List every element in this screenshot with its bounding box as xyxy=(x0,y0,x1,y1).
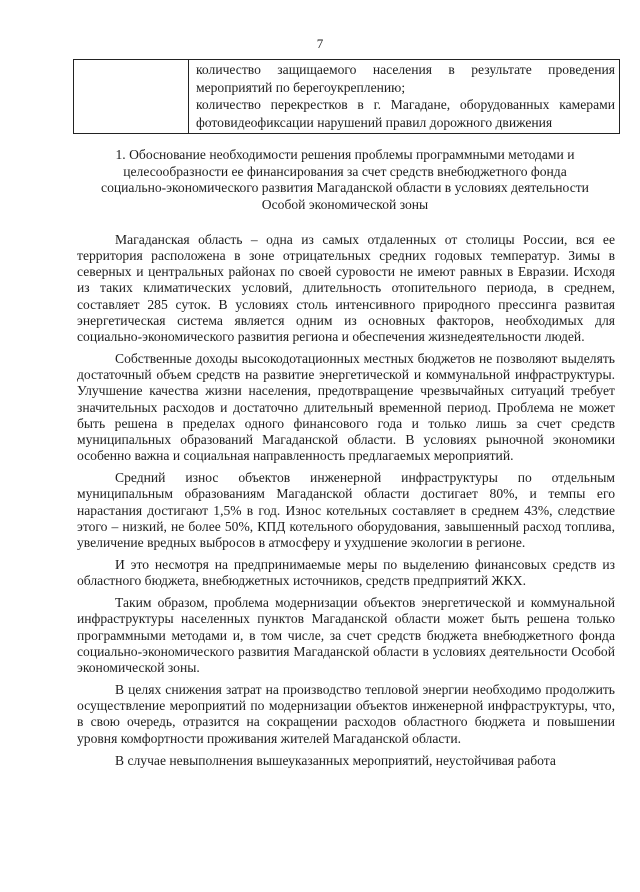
body-paragraph: Собственные доходы высокодотационных местных бюджетов не позволяют выделять достаточный объем средств на развитие энергетической и коммунальной инфраструктуры. Улучшение качества жизни населения, предотвращение чрезвычайных ситуаций требует значительных расходов и достаточно длительный временной период. Проблема не может быть решена в пределах одного финансового года и только лишь за счет средств муниципальных образований Магаданской области. В условиях рыночной экономики особенно важна и социальная направленность предлагаемых мероприятий. xyxy=(77,351,615,464)
table-cell-indicators xyxy=(189,60,620,134)
body-paragraph: Магаданская область – одна из самых отдаленных от столицы России, вся ее территория расположена в зоне отрицательных средних годовых температур. Зимы в северных и центральных районах по своей суровости не имеют равных в Евразии. Исходя из таких климатических условий, длительность отопительного периода, в среднем, составляет 285 суток. В условиях столь интенсивного природного прессинга развитая энергетическая система является одним из основных факторов, необходимых для социально-экономического развития региона и обеспечения жизнедеятельности людей. xyxy=(77,232,615,344)
table-indicator-line: количество защищаемого населения в результате проведения мероприятий по берегоукреплению; xyxy=(196,62,615,95)
body-paragraph: В случае невыполнения вышеуказанных мероприятий, неустойчивая работа xyxy=(115,752,556,768)
page-number: 7 xyxy=(316,36,324,51)
section-body xyxy=(77,232,615,775)
body-paragraph: Таким образом, проблема модернизации объектов энергетической и коммунальной инфраструктуры населенных пунктов Магаданской области может быть решена только программными методами и, в том числе, за счет средств бюджета внебюджетного фонда социально-экономического развития Магаданской области в условиях деятельности Особой экономической зоны. xyxy=(77,595,615,675)
table-indicator-line: количество перекрестков в г. Магадане, оборудованных камерами фотовидеофиксации нарушений правил дорожного движения xyxy=(196,97,615,130)
section-heading: 1. Обоснование необходимости решения проблемы программными методами и целесообразности ее финансирования за счет средств внебюджетного фонда социально-экономического развития Магаданской области в условиях деятельности Особой экономической зоны xyxy=(101,147,589,212)
table-cell-empty xyxy=(74,60,189,134)
body-paragraph: В целях снижения затрат на производство тепловой энергии необходимо продолжить осуществление мероприятий по модернизации объектов инженерной инфраструктуры, что, в свою очередь, отразится на сокращении расходов областного бюджета и повышении уровня комфортности проживания жителей Магаданской области. xyxy=(77,682,615,746)
indicators-table xyxy=(73,59,620,134)
body-paragraph: И это несмотря на предпринимаемые меры по выделению финансовых средств из областного бюджета, внебюджетных источников, средств предприятий ЖКХ. xyxy=(77,556,615,589)
table-row xyxy=(74,60,620,134)
body-paragraph: Средний износ объектов инженерной инфраструктуры по отдельным муниципальным образованиям Магаданской области достигает 80%, и темпы его нарастания достигают 1,5% в год. Износ котельных составляет в среднем 43%, следствие этого – низкий, не более 50%, КПД котельного оборудования, завышенный расход топлива, увеличение вредных выбросов в атмосферу и ухудшение экологии в регионе. xyxy=(77,470,615,550)
